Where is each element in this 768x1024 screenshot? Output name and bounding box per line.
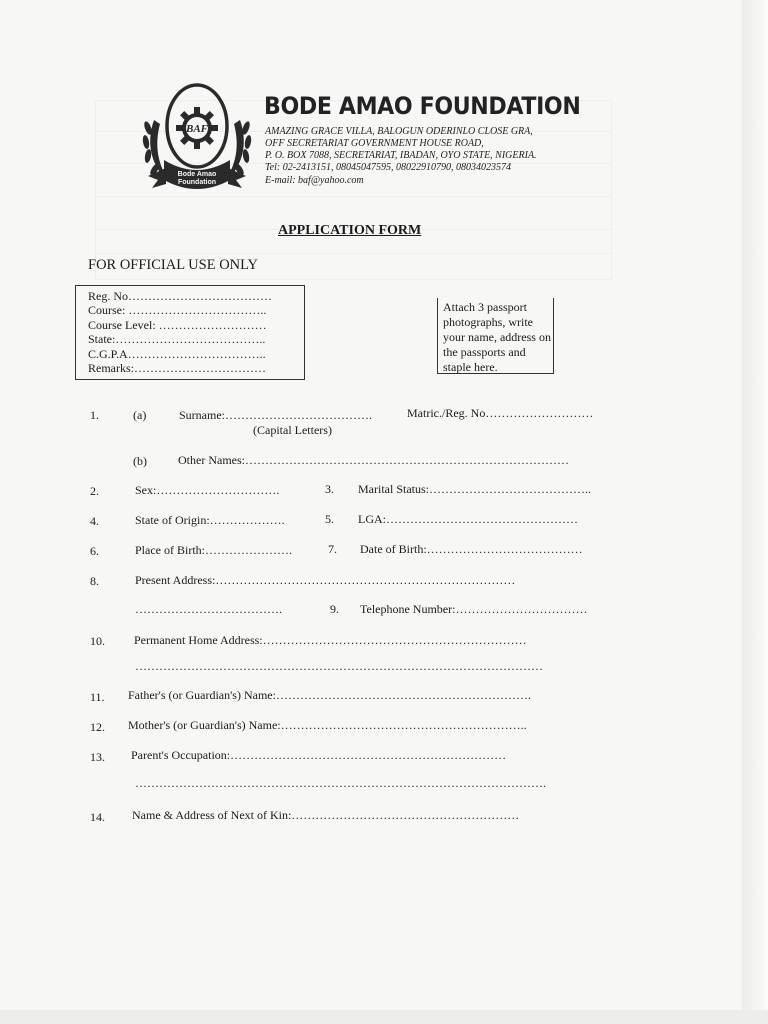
logo-emblem bbox=[138, 80, 256, 202]
official-course[interactable]: Course: …………………………….. bbox=[88, 303, 267, 317]
item-number: 2. bbox=[90, 484, 99, 498]
address-line-2: OFF SECRETARIAT GOVERNMENT HOUSE ROAD, bbox=[265, 138, 484, 149]
present-address-field[interactable]: Present Address:………………………………………………………………… bbox=[135, 573, 516, 587]
address-line-1: AMAZING GRACE VILLA, BALOGUN ODERINLO CLOSE GRA, bbox=[265, 126, 533, 137]
other-names-field[interactable]: Other Names:……………………………………………………………………… bbox=[178, 453, 569, 467]
item-number: 7. bbox=[328, 542, 337, 556]
page-right-edge bbox=[742, 0, 768, 1024]
sub-item-label: (b) bbox=[133, 454, 147, 468]
item-number: 9. bbox=[330, 602, 339, 616]
telephone-number-field[interactable]: Telephone Number:…………………………… bbox=[360, 602, 588, 616]
matric-reg-no-field[interactable]: Matric./Reg. No……………………… bbox=[407, 406, 594, 420]
item-number: 10. bbox=[90, 634, 105, 648]
logo-monogram: BAF bbox=[185, 123, 209, 135]
marital-status-field[interactable]: Marital Status:………………………………….. bbox=[358, 482, 591, 496]
item-number: 4. bbox=[90, 514, 99, 528]
official-reg-no[interactable]: Reg. No……………………………… bbox=[88, 289, 272, 303]
state-of-origin-field[interactable]: State of Origin:………………. bbox=[135, 513, 285, 527]
official-state[interactable]: State:……………………………….. bbox=[88, 332, 266, 346]
present-address-continuation[interactable]: ………………………………. bbox=[135, 602, 282, 616]
item-number: 3. bbox=[325, 482, 334, 496]
official-use-heading: FOR OFFICIAL USE ONLY bbox=[88, 257, 259, 273]
surname-field[interactable]: Surname:………………………………. bbox=[179, 408, 372, 422]
passport-photo-box bbox=[437, 298, 554, 374]
form-title: APPLICATION FORM bbox=[278, 223, 422, 238]
foundation-logo bbox=[138, 80, 256, 202]
fathers-name-field[interactable]: Father's (or Guardian's) Name:………………………………………………………. bbox=[128, 688, 531, 702]
item-number: 11. bbox=[90, 690, 105, 704]
page-bottom-edge bbox=[0, 1010, 768, 1024]
passport-instructions: Attach 3 passport photographs, write your name, address on the passports and staple here. bbox=[443, 300, 551, 374]
mothers-name-field[interactable]: Mother's (or Guardian's) Name:…………………………………………………….. bbox=[128, 718, 527, 732]
logo-ribbon-line2: Foundation bbox=[177, 179, 217, 186]
permanent-home-address-continuation[interactable]: ………………………………………………………………………………………… bbox=[135, 659, 543, 673]
parents-occupation-field[interactable]: Parent's Occupation:…………………………………………………………… bbox=[131, 748, 507, 762]
official-use-box bbox=[75, 285, 305, 380]
item-number: 14. bbox=[90, 810, 105, 824]
official-cgpa[interactable]: C.G.P.A…………………………….. bbox=[88, 347, 266, 361]
item-number: 12. bbox=[90, 720, 105, 734]
parents-occupation-continuation[interactable]: …………………………………………………………………………………………. bbox=[135, 776, 546, 790]
next-of-kin-field[interactable]: Name & Address of Next of Kin:………………………………………………… bbox=[132, 808, 520, 822]
item-number: 1. bbox=[90, 408, 99, 422]
telephone-line: Tel: 02-2413151, 08045047595, 08022910790, 08034023574 bbox=[265, 162, 512, 173]
organization-name: BODE AMAO FOUNDATION bbox=[264, 92, 581, 120]
lga-field[interactable]: LGA:………………………………………… bbox=[358, 512, 578, 526]
email-line: E-mail: baf@yahoo.com bbox=[265, 175, 364, 186]
logo-ribbon-line1: Bode Amao bbox=[177, 171, 217, 178]
official-course-level[interactable]: Course Level: ……………………… bbox=[88, 318, 267, 332]
date-of-birth-field[interactable]: Date of Birth:………………………………… bbox=[360, 542, 583, 556]
official-remarks[interactable]: Remarks:…………………………… bbox=[88, 361, 266, 375]
address-line-3: P. O. BOX 7088, SECRETARIAT, IBADAN, OYO STATE, NIGERIA. bbox=[265, 150, 537, 161]
capital-letters-note: (Capital Letters) bbox=[253, 423, 332, 437]
item-number: 6. bbox=[90, 544, 99, 558]
item-number: 5. bbox=[325, 512, 334, 526]
item-number: 8. bbox=[90, 574, 99, 588]
item-number: 13. bbox=[90, 750, 105, 764]
place-of-birth-field[interactable]: Place of Birth:…………………. bbox=[135, 543, 292, 557]
sex-field[interactable]: Sex:…………………………. bbox=[135, 483, 280, 497]
sub-item-label: (a) bbox=[133, 408, 147, 422]
permanent-home-address-field[interactable]: Permanent Home Address:………………………………………………………… bbox=[134, 633, 527, 647]
